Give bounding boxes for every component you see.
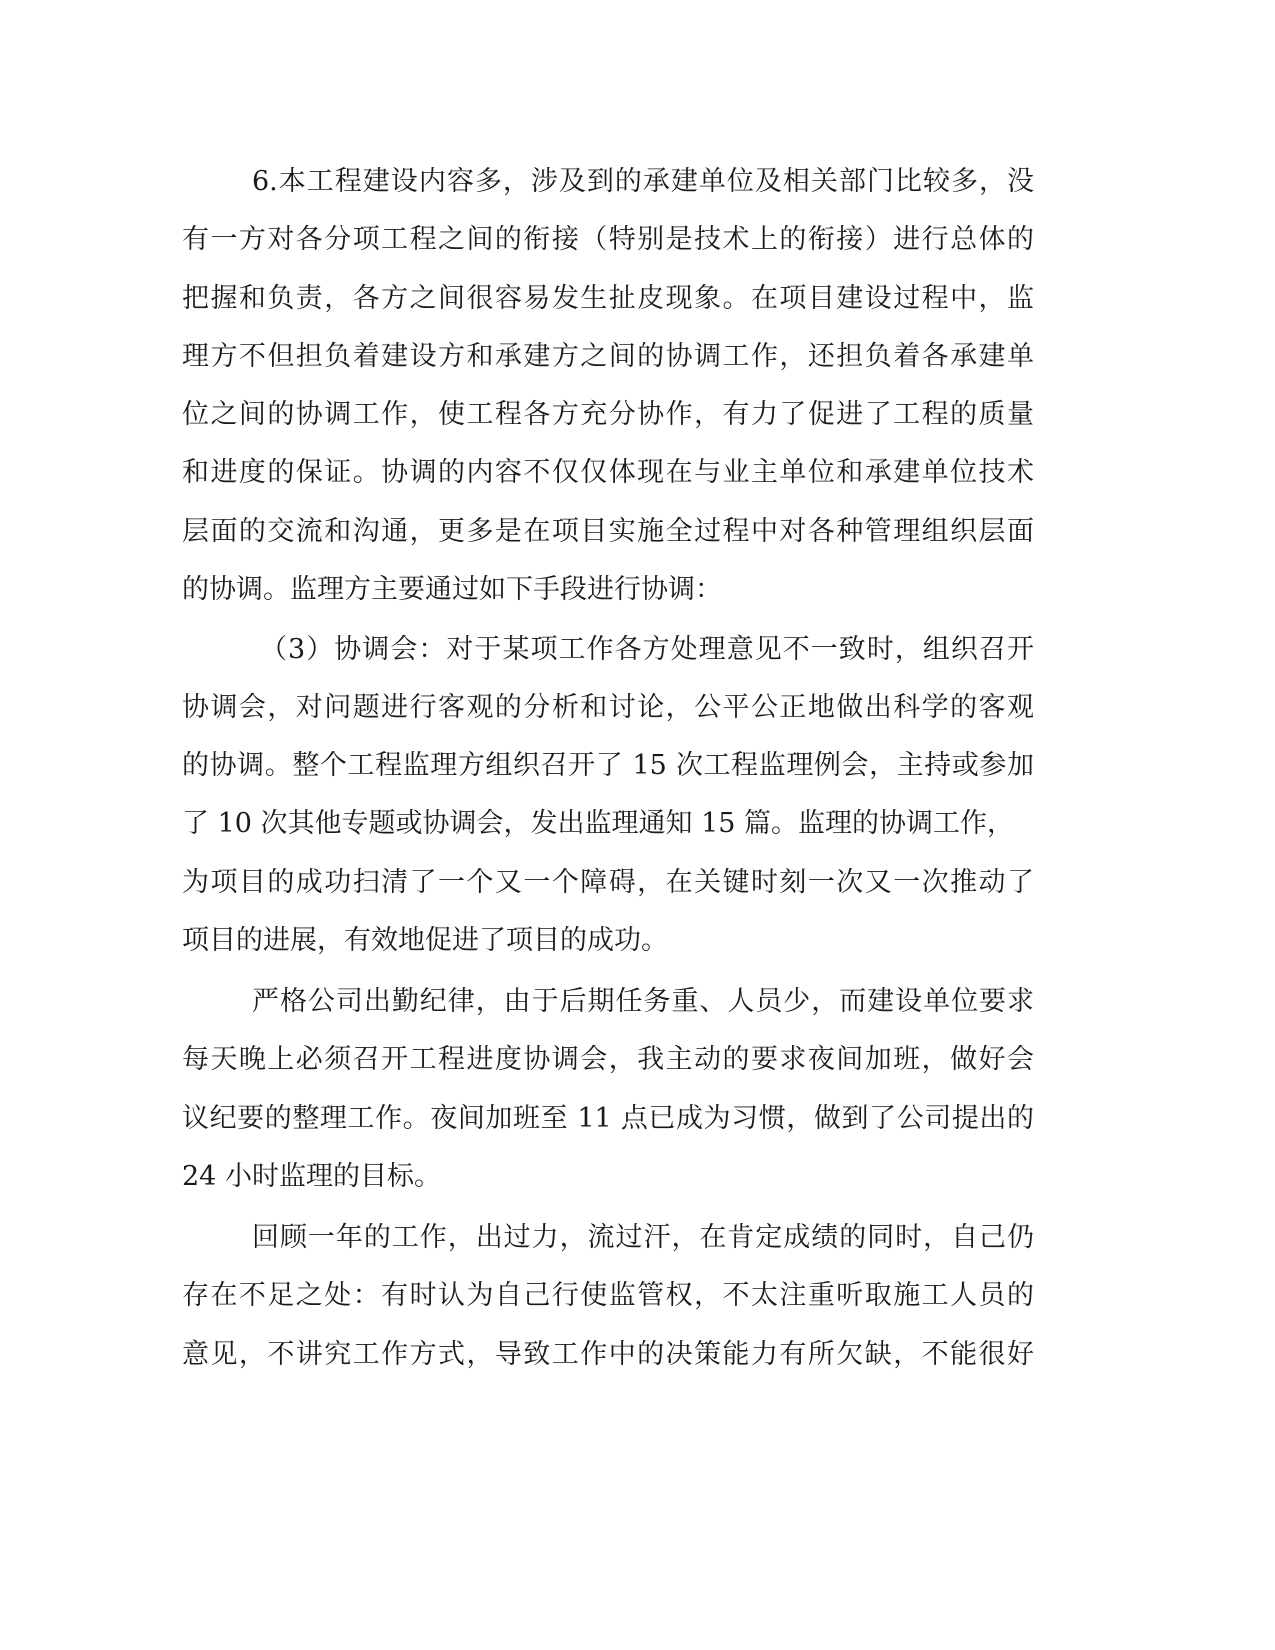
text-line: 存在不足之处：有时认为自己行使监管权，不太注重听取施工人员的 (182, 1280, 1034, 1311)
text-line: 的协调。整个工程监理方组织召开了 15 次工程监理例会，主持或参加 (182, 750, 1034, 781)
text-line: 严格公司出勤纪律，由于后期任务重、人员少，而建设单位要求 (252, 986, 1034, 1017)
text-line: 层面的交流和沟通，更多是在项目实施全过程中对各种管理组织层面 (182, 516, 1034, 547)
text-line: 协调会，对问题进行客观的分析和讨论，公平公正地做出科学的客观 (182, 692, 1034, 723)
text-line: 了 10 次其他专题或协调会，发出监理通知 15 篇。监理的协调工作， (182, 808, 1015, 839)
text-line: 每天晚上必须召开工程进度协调会，我主动的要求夜间加班，做好会 (182, 1044, 1034, 1075)
text-line: 议纪要的整理工作。夜间加班至 11 点已成为习惯，做到了公司提出的 (182, 1103, 1034, 1134)
text-line: 理方不但担负着建设方和承建方之间的协调工作，还担负着各承建单 (182, 341, 1034, 372)
text-line: 24 小时监理的目标。 (182, 1161, 441, 1192)
text-line: 有一方对各分项工程之间的衔接（特别是技术上的衔接）进行总体的 (182, 224, 1034, 255)
text-line: 回顾一年的工作，出过力，流过汗，在肯定成绩的同时，自己仍 (252, 1222, 1034, 1253)
text-line: 位之间的协调工作，使工程各方充分协作，有力了促进了工程的质量 (182, 399, 1034, 430)
text-line: 的协调。监理方主要通过如下手段进行协调： (182, 574, 722, 605)
text-line: 把握和负责，各方之间很容易发生扯皮现象。在项目建设过程中，监 (182, 283, 1034, 314)
text-line: 项目的进展，有效地促进了项目的成功。 (182, 925, 668, 956)
text-line: 和进度的保证。协调的内容不仅仅体现在与业主单位和承建单位技术 (182, 457, 1034, 488)
text-line: 意见，不讲究工作方式，导致工作中的决策能力有所欠缺，不能很好 (182, 1339, 1034, 1370)
text-line: 为项目的成功扫清了一个又一个障碍，在关键时刻一次又一次推动了 (182, 867, 1034, 898)
text-line: 6.本工程建设内容多，涉及到的承建单位及相关部门比较多，没 (252, 166, 1034, 197)
text-line: （3）协调会：对于某项工作各方处理意见不一致时，组织召开 (260, 634, 1034, 665)
